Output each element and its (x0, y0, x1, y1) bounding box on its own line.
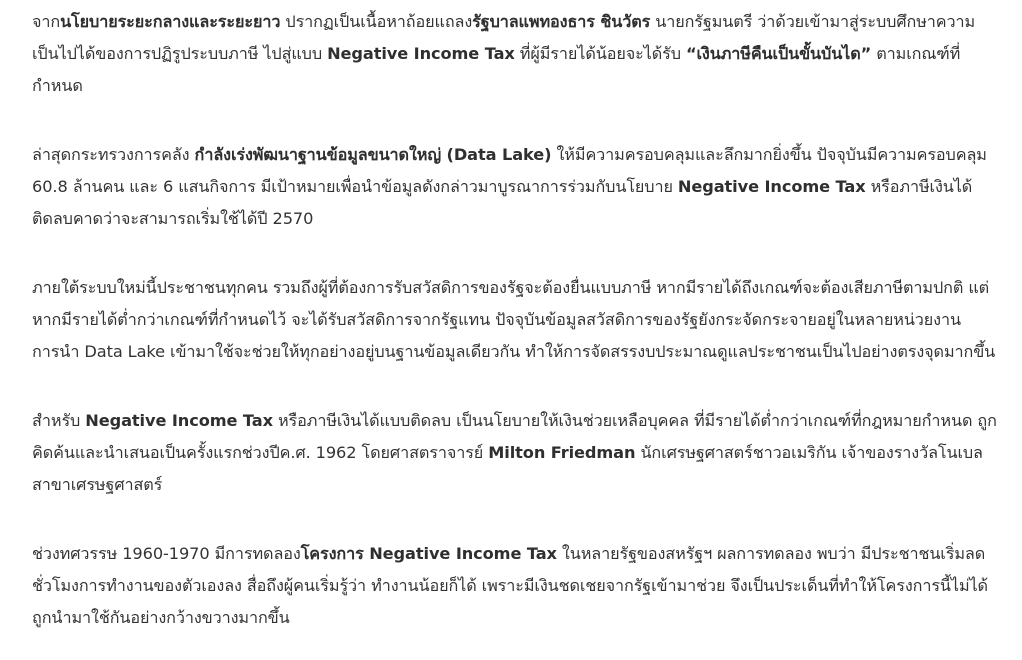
text-run: จาก (32, 12, 61, 31)
text-run: ในหลายรัฐของสหรัฐฯ ผลการทดลอง พบว่า มีประชาชนเริ่มลดชั่วโมงการทำงานของตัวเองลง สื่อถึงผู้คนเริ่มรู้ว่า ทำงานน้อยก็ได้ เพราะมีเงินชดเชยจากรัฐเข้ามาช่วย จึงเป็นประเด็นที่ทำให้โครงการนี้ไม่ได้ถูกนำมาใช้กันอย่างกว้างขวางมากขึ้น (32, 544, 988, 627)
text-run: สำหรับ (32, 411, 86, 430)
paragraph-policy-intro (32, 6, 1000, 102)
text-run: ที่ผู้มีรายได้น้อยจะได้รับ (514, 44, 686, 63)
text-run: ให้มีความครอบคลุมและลึกมากยิ่งขึ้น ปัจจุบันมีความครอบคลุม 60.8 ล้านคน และ 6 แสนกิจการ มีเป้าหมายเพื่อนำข้อมูลดังกล่าวมาบูรณาการร่วมกับนโยบาย (32, 145, 987, 196)
text-run: ล่าสุดกระทรวงการคลัง (32, 145, 195, 164)
bold-phrase: นโยบายระยะกลางและระยะยาว (60, 12, 281, 31)
paragraph-us-experiment (32, 538, 1000, 634)
bold-phrase: กำลังเร่งพัฒนาฐานข้อมูลขนาดใหญ่ (Data Lake) (194, 145, 552, 164)
text-run: นักเศรษฐศาสตร์ชาวอเมริกัน เจ้าของรางวัลโนเบล สาขาเศรษฐศาสตร์ (32, 443, 983, 494)
bold-phrase: รัฐบาลแพทองธาร ชินวัตร (472, 12, 651, 31)
bold-phrase: “เงินภาษีคืนเป็นขั้นบันได” (685, 44, 872, 63)
bold-phrase: Milton Friedman (488, 443, 636, 462)
text-run: นายกรัฐมนตรี ว่าด้วยเข้ามาสู่ระบบศึกษาความเป็นไปได้ของการปฏิรูประบบภาษี ไปสู่แบบ (32, 12, 976, 63)
text-run: ตามเกณฑ์ที่กำหนด (32, 44, 961, 95)
paragraph-nit-history (32, 405, 1000, 501)
text-run: ภายใต้ระบบใหม่นี้ประชาชนทุกคน รวมถึงผู้ที่ต้องการรับสวัสดิการของรัฐจะต้องยื่นแบบภาษี หากมีรายได้ถึงเกณฑ์จะต้องเสียภาษีตามปกติ แต่หากมีรายได้ต่ำกว่าเกณฑ์ที่กำหนดไว้ จะได้รับสวัสดิการจากรัฐแทน ปัจจุบันข้อมูลสวัสดิการของรัฐยังกระจัดกระจายอยู่ในหลายหน่วยงาน การนำ Data Lake เข้ามาใช้จะช่วยให้ทุกอย่างอยู่บนฐานข้อมูลเดียวกัน ทำให้การจัดสรรงบประมาณดูแลประชาชนเป็นไปอย่างตรงจุดมากขึ้น (32, 278, 996, 361)
text-run: ช่วงทศวรรษ 1960-1970 มีการทดลอง (32, 544, 301, 563)
text-run: หรือภาษีเงินได้ติดลบคาดว่าจะสามารถเริ่มใช้ได้ปี 2570 (32, 177, 973, 228)
text-run: หรือภาษีเงินได้แบบติดลบ เป็นนโยบายให้เงินช่วยเหลือบุคคล ที่มีรายได้ต่ำกว่าเกณฑ์ที่กฎหมายกำหนด ถูกคิดค้นและนำเสนอเป็นครั้งแรกช่วงปีค.ศ. 1962 โดยศาสตราจารย์ (32, 411, 997, 462)
bold-phrase: Negative Income Tax (85, 411, 273, 430)
text-run: ปรากฏเป็นเนื้อหาถ้อยแถลง (280, 12, 473, 31)
bold-phrase: Negative Income Tax (327, 44, 515, 63)
bold-phrase: โครงการ Negative Income Tax (300, 544, 557, 563)
paragraph-data-lake (32, 139, 1000, 235)
bold-phrase: Negative Income Tax (677, 177, 866, 196)
paragraph-new-system (32, 272, 1000, 368)
